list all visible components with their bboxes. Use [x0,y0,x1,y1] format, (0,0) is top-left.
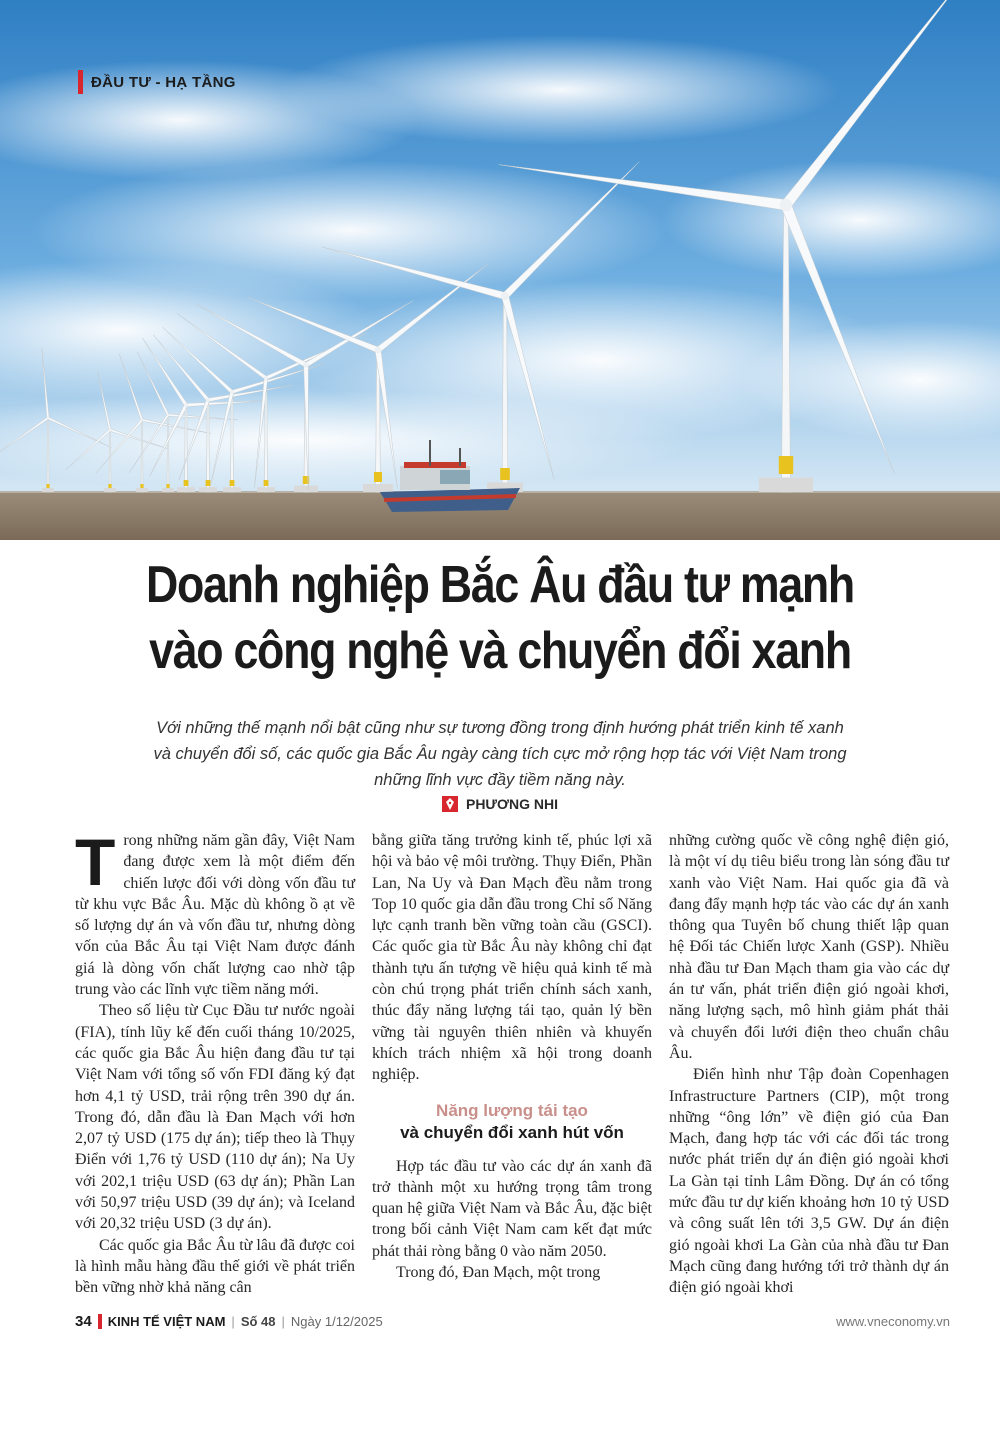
subheading [372,1100,652,1144]
paragraph: Điển hình như Tập đoàn Copenhagen Infrastructure Partners (CIP), một trong những “ông lớn” về điện gió của Đan Mạch, đang hợp tác với các đối tác trong nước phát triển dự án điện gió ngoài khơi La Gàn tại tỉnh Lâm Đồng. Dự án có tổng mức đầu tư dự kiến khoảng hơn 10 tỷ USD và công suất lên tới 3,5 GW. Dự án điện gió ngoài khơi La Gàn của nhà đầu tư Đan Mạch cũng đang hướng tới trở thành dự án điện gió ngoài khơi [669,1066,949,1297]
paragraph: Trong những năm gần đây, Việt Nam đang được xem là một điểm đến chiến lược đối với dòng vốn đầu tư từ khu vực Bắc Âu. Mặc dù không ồ ạt về số lượng dự án và vốn đầu tư, nhưng dòng vốn của Bắc Âu tại Việt Nam được đánh giá là dòng vốn chất lượng cao nhờ tập trung vào các lĩnh vực tiềm năng mới. [75,825,355,999]
section-tag [78,70,236,94]
paragraph: Hợp tác đầu tư vào các dự án xanh đã trở thành một xu hướng trọng tâm trong quan hệ giữa Việt Nam và Bắc Âu, đặc biệt trong bối cảnh Việt Nam cam kết đạt mức phát thải ròng bằng 0 vào năm 2050. [372,1157,652,1260]
body-column-1 [75,825,355,1299]
paragraph: Theo số liệu từ Cục Đầu tư nước ngoài (FIA), tính lũy kế đến cuối tháng 10/2025, các quốc gia Bắc Âu hiện đang đầu tư tại Việt Nam với tổng số vốn FDI đăng ký đạt hơn 4,1 tỷ USD, trải rộng trên 390 dự án. Trong đó, dẫn đầu là Đan Mạch với hơn 2,07 tỷ USD (175 dự án); tiếp theo là Thụy Điển với 1,76 tỷ USD (110 dự án); Na Uy với 202,1 triệu USD (63 dự án); Phần Lan với 50,97 triệu USD (39 dự án); và Iceland với 20,32 triệu USD (3 dự án). [75,1002,355,1233]
paragraph: những cường quốc về công nghệ điện gió, là một ví dụ tiêu biểu trong làn sóng đầu tư xanh vào Việt Nam. Hai quốc gia đã và đang đẩy mạnh hợp tác vào các dự án xanh thông qua Tuyên bố chung thiết lập quan hệ Đối tác Chiến lược Xanh (GSP). Nhiều nhà đầu tư Đan Mạch tham gia vào các dự án tư vấn, phát triển điện gió ngoài khơi, năng lượng sạch, mô hình giảm phát thải và chuyển đổi lưới điện theo chuẩn châu Âu. [669,832,949,1062]
author-name[interactable]: PHƯƠNG NHI [465,796,558,812]
paragraph: Các quốc gia Bắc Âu từ lâu đã được coi là hình mẫu hàng đầu thế giới về phát triển bền vững nhờ khả năng cân [75,1236,355,1297]
footer-accent-bar [98,1314,102,1329]
website-link[interactable]: www.vneconomy.vn [836,1314,950,1329]
subheading-line-2: và chuyển đổi xanh hút vốn [400,1122,624,1142]
headline-line-2: vào công nghệ và chuyển đổi xanh [149,622,851,680]
paragraph: Trong đó, Đan Mạch, một trong [396,1264,601,1282]
magazine-name[interactable]: KINH TẾ VIỆT NAM [107,1314,226,1329]
pen-icon [442,796,458,812]
article-lead: Với những thế mạnh nổi bật cũng như sự tương đồng trong định hướng phát triển kinh tế xanh và chuyển đổi số, các quốc gia Bắc Âu ngày càng tích cực mở rộng hợp tác với Việt Nam trong những lĩnh vực đầy tiềm năng này. [153,719,847,789]
separator: | [281,1314,285,1329]
article-headline [104,552,895,684]
headline-line-1: Doanh nghiệp Bắc Âu đầu tư mạnh [146,556,854,614]
drop-cap: T [75,825,116,899]
body-column-3 [669,830,949,1299]
issue-number: Số 48 [240,1314,276,1329]
subheading-line-1: Năng lượng tái tạo [436,1100,588,1120]
section-accent-bar [78,70,83,94]
section-label[interactable]: ĐẦU TƯ - HẠ TẦNG [91,73,236,91]
issue-date: Ngày 1/12/2025 [290,1314,383,1329]
hero-photo [0,0,1000,540]
separator: | [231,1314,235,1329]
byline [0,796,1000,812]
page-footer [75,1313,950,1330]
page-number: 34 [75,1313,92,1330]
paragraph: bằng giữa tăng trưởng kinh tế, phúc lợi xã hội và bảo vệ môi trường. Thụy Điển, Phần Lan, Na Uy và Đan Mạch đều nằm trong Top 10 quốc gia dẫn đầu trong Chỉ số Năng lực cạnh tranh bền vững toàn cầu (GSCI). Các quốc gia từ Bắc Âu này không chỉ đạt thành tựu ấn tượng về hiệu quả kinh tế mà còn chú trọng phát triển chính sách xanh, thúc đẩy năng lượng tái tạo, quản lý bền vững tài nguyên thiên nhiên và khuyến khích trách nhiệm xã hội trong doanh nghiệp. [372,832,652,1084]
body-column-2 [372,830,652,1283]
